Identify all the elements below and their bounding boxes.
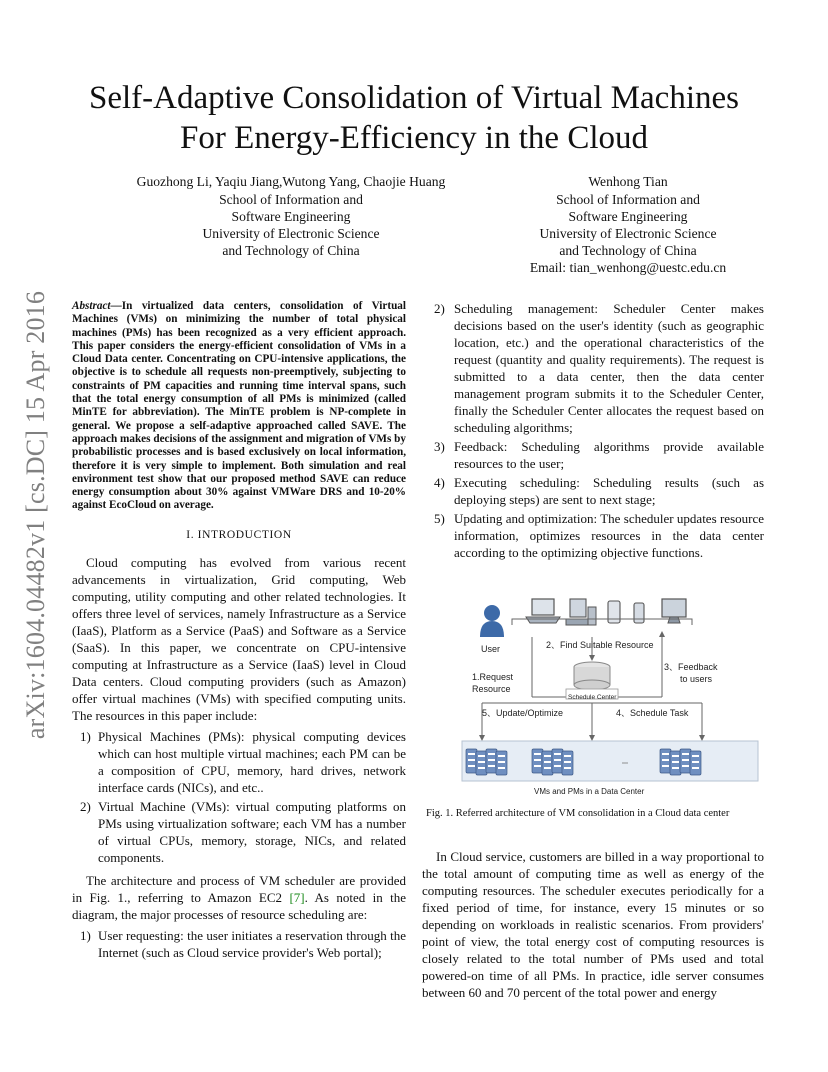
abstract-body: —In virtualized data centers, consolidation of Virtual Machines (VMs) on minimizing the number of total physical machines (PMs) has been recognized as a very efficient approach. This paper considers the energy-efficient consolidation of VMs in a Cloud Data center. Concentrating on CPU-intensive applications, the objective is to schedule all requests non-preemptively, subjecting to constraints of PM capacities and running time interval spans, such that the total energy consumption of all PMs is minimized (called MinTE for abbreviation). The MinTE problem is NP-complete in general. We propose a self-adaptive approached called SAVE. The approach makes decisions of the assignment and migration of VMs by probabilistic processes and is based exclusively on local information, therefore it is very simple to implement. Both simulation and real environment test show that our proposed method SAVE can reduce energy consumption about 30% against VMWare DRS and 10-20% against EcoCloud on average. (72, 300, 406, 512)
server-slot (544, 761, 551, 763)
user-label: User (481, 644, 501, 654)
author-names-right: Wenhong Tian (588, 174, 668, 189)
datacenter-label: VMs and PMs in a Data Center (534, 787, 645, 796)
list-item-text: Physical Machines (PMs): physical computing devices which can host multiple virtual machines; each PM can be a composition of CPU, memory, hard drives, network interface cards (NICs), and etc.. (98, 728, 406, 795)
abstract-lead: Abstract (72, 300, 111, 312)
server-slot (672, 761, 679, 763)
author-block-right (488, 173, 768, 276)
intro-paragraph-2-text: The architecture and process of VM scheduler are provided in Fig. 1., referring to Amazon EC2 (72, 872, 406, 905)
server-slot (554, 753, 561, 755)
scheduler-label: Schedule Center (568, 694, 617, 701)
find-resource-label: 2、Find Suitable Resource (546, 640, 654, 650)
left-column (72, 300, 406, 967)
title-line-1: Self-Adaptive Consolidation of Virtual Machines (89, 80, 739, 116)
tablet-icon (608, 601, 620, 623)
server-slot (554, 765, 561, 767)
list-item-text: Scheduling management: Scheduler Center makes decisions based on the user's identity (such as geographic location, etc.) and the operational characteristics of the request (quantity and quality requirements). The request is submitted to a data center, then the data center management program submits it to the Scheduler Center, finally the Scheduler Center allocates the request based on scheduling algorithms; (454, 301, 764, 435)
list-item (72, 798, 406, 866)
server-slot (662, 753, 669, 755)
list-item (72, 927, 406, 961)
server-slot (488, 765, 495, 767)
server-slot (672, 755, 679, 757)
server-slot (544, 755, 551, 757)
server-slot (534, 753, 541, 755)
list-item (422, 300, 764, 436)
process-list-left (72, 927, 406, 961)
list-number: 1) (80, 927, 91, 943)
affiliation-line: University of Electronic Science (539, 226, 717, 241)
server-slot (534, 759, 541, 761)
list-item (422, 474, 764, 508)
intro-paragraph-1: Cloud computing has evolved from various recent advancements in virtualization, Grid computing, Web computing, utility computing and other related technologies. It offers three level of services, namely Infrastructure as a Service (IaaS), Platform as a Service (PaaS) and Software as a Service (SaaS). In this paper, we concentrate on CPU-intensive computing at Infrastructure as a Service (IaaS) level in Cloud Data centers. Cloud computing providers (such as Amazon) offer virtual machines (VMs) with specified computing units. The resources in this paper include: (72, 554, 406, 723)
process-list-right (422, 300, 764, 561)
list-number: 2) (80, 798, 91, 814)
affiliation-line: University of Electronic Science (202, 226, 380, 241)
figure-caption: Fig. 1. Referred architecture of VM consolidation in a Cloud data center (426, 808, 730, 819)
right-paragraph-1: In Cloud service, customers are billed in a way proportional to the total amount of computing time as well as energy of the computing resources. The scheduler executes periodically for a fixed period of time, for instance, every 15 minutes or so depending on workloads in realistic scenarios. From providers' point of view, the total energy cost of computing resources is closely related to the total number of PMs used and total powered-on time of all PMs. In practice, idle server consumes between 60 and 70 percent of the total power and energy (422, 849, 764, 1000)
paper-title (60, 78, 768, 158)
server-slot (692, 767, 699, 769)
desktop-icon (566, 599, 596, 625)
arxiv-identifier-text: arXiv:1604.04482v1 [cs.DC] 15 Apr 2016 (21, 290, 50, 740)
server-slot (564, 767, 571, 769)
server-slot (534, 765, 541, 767)
server-slot (488, 759, 495, 761)
server-slot (498, 761, 505, 763)
list-item (422, 438, 764, 472)
request-label-1: 1.Request (472, 672, 514, 682)
server-slot (662, 759, 669, 761)
feedback-label-2: to users (680, 674, 713, 684)
server-slot (488, 753, 495, 755)
server-slot (544, 767, 551, 769)
server-slot (564, 755, 571, 757)
affiliation-line: and Technology of China (222, 243, 360, 258)
list-item-text: Executing scheduling: Scheduling results (such as deploying steps) are sent to next stage; (454, 475, 764, 507)
affiliation-line: Software Engineering (568, 209, 688, 224)
list-number: 1) (80, 728, 91, 744)
server-slot (468, 759, 475, 761)
list-item-text: User requesting: the user initiates a reservation through the Internet (such as Cloud service provider's Web portal); (98, 927, 406, 960)
server-slot (692, 755, 699, 757)
feedback-label-1: 3、Feedback (664, 662, 718, 672)
server-slot (498, 755, 505, 757)
list-number: 5) (434, 511, 445, 526)
server-slot (468, 753, 475, 755)
resource-list (72, 728, 406, 866)
server-slot (498, 767, 505, 769)
intro-paragraph-2 (72, 872, 406, 923)
request-label-2: Resource (472, 684, 511, 694)
list-item (422, 510, 764, 561)
phone-icon (634, 603, 644, 623)
citation-link[interactable]: [7] (289, 889, 305, 905)
list-item-text: Feedback: Scheduling algorithms provide available resources to the user; (454, 439, 764, 471)
list-number: 3) (434, 439, 445, 454)
affiliation-line: Software Engineering (231, 209, 351, 224)
server-slot (468, 765, 475, 767)
abstract (72, 300, 406, 513)
list-item (72, 728, 406, 796)
author-email[interactable]: Email: tian_wenhong@uestc.edu.cn (529, 260, 727, 275)
database-icon (574, 662, 610, 690)
server-slot (564, 761, 571, 763)
server-slot (478, 755, 485, 757)
server-slot (682, 753, 689, 755)
figure-architecture (422, 585, 764, 799)
list-number: 2) (434, 301, 445, 316)
arxiv-identifier[interactable] (16, 270, 56, 760)
list-item-text: Virtual Machine (VMs): virtual computing platforms on PMs using virtualization software; each VM has a number of virtual CPUs, memory, storage, NICs, and related components. (98, 798, 406, 865)
server-slot (478, 761, 485, 763)
list-item-text: Updating and optimization: The scheduler updates resource information, optimizes resources in the data center according to the optimizing objective functions. (454, 511, 764, 560)
right-column (422, 300, 764, 1001)
server-slot (682, 759, 689, 761)
server-slot (554, 759, 561, 761)
schedule-task-label: 4、Schedule Task (616, 708, 689, 718)
title-line-2: For Energy-Efficiency in the Cloud (179, 120, 648, 156)
user-icon (480, 605, 504, 637)
server-slot (682, 765, 689, 767)
server-slot (692, 761, 699, 763)
list-number: 4) (434, 475, 445, 490)
author-names-left: Guozhong Li, Yaqiu Jiang,Wutong Yang, Chaojie Huang (136, 174, 446, 189)
affiliation-line: School of Information and (556, 192, 700, 207)
intro-paragraph-2-text: . As noted in the diagram, the major processes of resource scheduling are: (72, 889, 407, 922)
affiliation-line: and Technology of China (559, 243, 697, 258)
section-heading-introduction: I. INTRODUCTION (186, 528, 292, 541)
server-slot (662, 765, 669, 767)
server-slot (478, 767, 485, 769)
server-slot (672, 767, 679, 769)
update-label: 5、Update/Optimize (482, 708, 564, 718)
affiliation-line: School of Information and (219, 192, 363, 207)
author-block-left (110, 173, 472, 259)
